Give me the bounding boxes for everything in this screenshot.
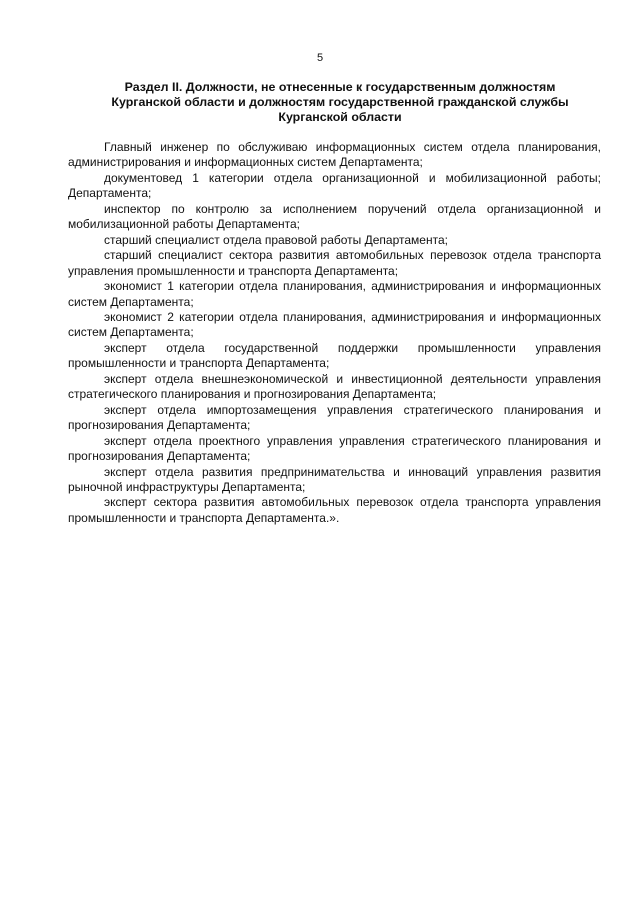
section-heading [80,80,600,125]
position-paragraph: инспектор по контролю за исполнением поручений отдела организационной и мобилизационной работы Департамента; [68,201,601,232]
section-heading-line: Раздел II. Должности, не отнесенные к государственным должностям [124,80,556,94]
position-paragraph: документовед 1 категории отдела организационной и мобилизационной работы; Департамента; [68,170,601,201]
position-paragraph: эксперт сектора развития автомобильных перевозок отдела транспорта управления промышленности и транспорта Департамента.». [68,495,601,525]
position-paragraph: старший специалист отдела правовой работы Департамента; [104,232,448,247]
position-paragraph: старший специалист сектора развития автомобильных перевозок отдела транспорта управления промышленности и транспорта Департамента; [68,248,601,278]
page-number: 5 [316,52,324,64]
position-paragraph: эксперт отдела внешнеэкономической и инвестиционной деятельности управления стратегического планирования и прогнозирования Департамента; [68,371,601,402]
position-paragraph: экономист 2 категории отдела планирования, администрирования и информационных систем Департамента; [68,309,601,340]
position-paragraph: эксперт отдела проектного управления управления стратегического планирования и прогнозирования Департамента; [68,433,601,464]
position-paragraph: эксперт отдела государственной поддержки промышленности управления промышленности и транспорта Департамента; [68,340,601,371]
positions-list [68,140,601,526]
position-paragraph: эксперт отдела развития предпринимательства и инноваций управления развития рыночной инфраструктуры Департамента; [68,464,601,494]
section-heading-line: Курганской области и должностям государственной гражданской службы [111,95,569,109]
position-paragraph: экономист 1 категории отдела планирования, администрирования и информационных систем Департамента; [68,279,601,309]
section-heading-line: Курганской области [278,110,402,124]
position-paragraph: эксперт отдела импортозамещения управления стратегического планирования и прогнозирования Департамента; [68,402,601,433]
position-paragraph: Главный инженер по обслуживаю информационных систем отдела планирования, администрирования и информационных систем Департамента; [68,140,601,170]
